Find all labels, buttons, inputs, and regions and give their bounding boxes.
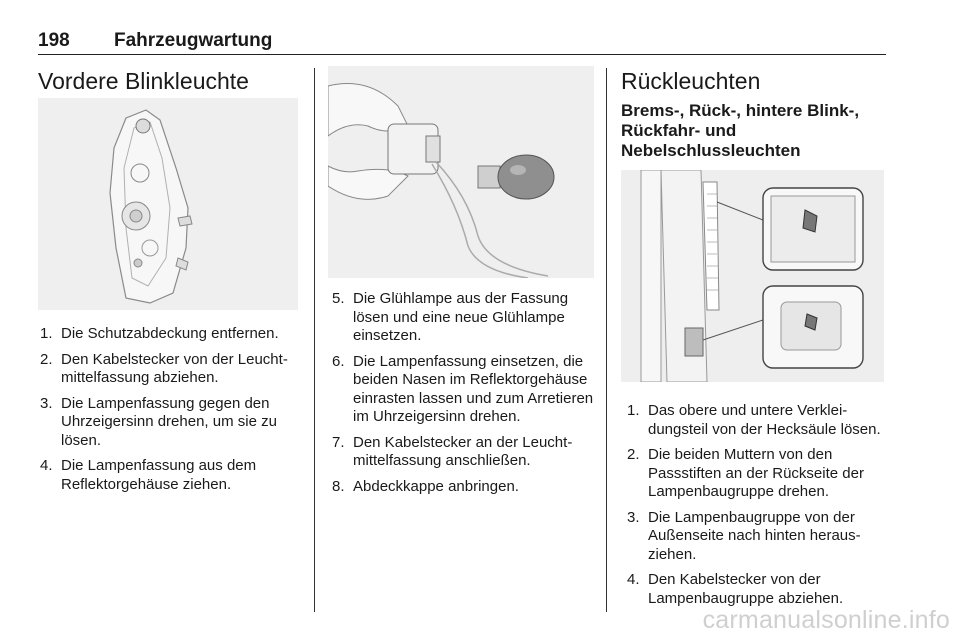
step-text: Den Kabelstecker an der Leuchtmittelfassung anschließen. bbox=[353, 433, 573, 469]
section-title-rear-lights: Rückleuchten bbox=[621, 68, 761, 94]
chapter-title: Fahrzeugwartung bbox=[114, 30, 273, 51]
step-number: 7. bbox=[332, 433, 345, 451]
list-item bbox=[40, 395, 302, 451]
list-item bbox=[627, 571, 885, 608]
step-number: 4. bbox=[627, 571, 640, 588]
rear-lights-steps bbox=[627, 402, 885, 615]
step-text: Die Lampenfassung aus dem Reflektorgehäuse ziehen. bbox=[61, 457, 257, 493]
list-item bbox=[332, 478, 594, 497]
rear-lights-subheading bbox=[621, 101, 871, 161]
step-number: 2. bbox=[627, 446, 640, 463]
subheading-line: Brems-, Rück-, hintere Blink-, bbox=[621, 101, 860, 120]
list-item bbox=[627, 446, 885, 502]
front-indicator-lamp-figure bbox=[38, 98, 298, 310]
step-text: Die Glühlampe aus der Fassung lösen und eine neue Glühlampe einsetzen. bbox=[353, 290, 569, 344]
step-text: Die beiden Muttern von den Passstiften an der Rückseite der Lampenbaugruppe drehen. bbox=[648, 446, 864, 500]
step-number: 8. bbox=[332, 477, 345, 495]
list-item bbox=[627, 509, 885, 565]
list-item bbox=[332, 290, 594, 346]
watermark: carmanualsonline.info bbox=[702, 606, 950, 634]
column-divider bbox=[314, 68, 315, 612]
step-text: Die Schutzabdeckung entfernen. bbox=[61, 325, 279, 342]
step-number: 1. bbox=[627, 402, 640, 419]
section-title-front-indicator: Vordere Blinkleuchte bbox=[38, 68, 249, 94]
list-item bbox=[40, 457, 302, 494]
subheading-line: Nebelschlussleuchten bbox=[621, 141, 801, 160]
subheading-line: Rückfahr- und bbox=[621, 121, 737, 140]
step-number: 5. bbox=[332, 290, 345, 307]
step-text: Das obere und untere Verkleidungsteil von der Hecksäule lösen. bbox=[648, 402, 881, 438]
step-number: 1. bbox=[40, 325, 53, 342]
step-text: Die Lampenbaugruppe von der Außenseite nach hinten herausziehen. bbox=[648, 508, 861, 563]
step-number: 6. bbox=[332, 352, 345, 370]
step-number: 2. bbox=[40, 350, 53, 368]
list-item bbox=[627, 402, 885, 439]
column-divider bbox=[606, 68, 607, 612]
rear-lights-figure bbox=[621, 170, 884, 382]
bulb-replacement-steps bbox=[332, 290, 594, 503]
step-number: 3. bbox=[40, 394, 53, 412]
list-item bbox=[332, 353, 594, 427]
list-item bbox=[40, 351, 302, 388]
page-header bbox=[38, 30, 886, 55]
front-indicator-steps bbox=[40, 325, 302, 501]
step-text: Die Lampenfassung einsetzen, die beiden Nasen im Reflektorgehäuse einrasten lassen und zum Arretieren im Uhrzeigersinn drehen. bbox=[353, 352, 594, 425]
step-text: Den Kabelstecker von der Leuchtmittelfassung abziehen. bbox=[61, 350, 288, 386]
bulb-replacement-figure bbox=[328, 66, 594, 278]
step-text: Die Lampenfassung gegen den Uhrzeigersinn drehen, um sie zu lösen. bbox=[61, 394, 277, 449]
step-number: 3. bbox=[627, 508, 640, 526]
list-item bbox=[332, 434, 594, 471]
page-number: 198 bbox=[38, 30, 70, 51]
step-text: Den Kabelstecker von der Lampenbaugruppe abziehen. bbox=[648, 571, 844, 607]
step-number: 4. bbox=[40, 457, 53, 474]
bulb-socket-illustration bbox=[328, 66, 594, 278]
rear-pillar-illustration bbox=[621, 170, 884, 382]
lamp-housing-illustration bbox=[38, 98, 298, 310]
step-text: Abdeckkappe anbringen. bbox=[353, 477, 519, 495]
list-item bbox=[40, 325, 302, 344]
